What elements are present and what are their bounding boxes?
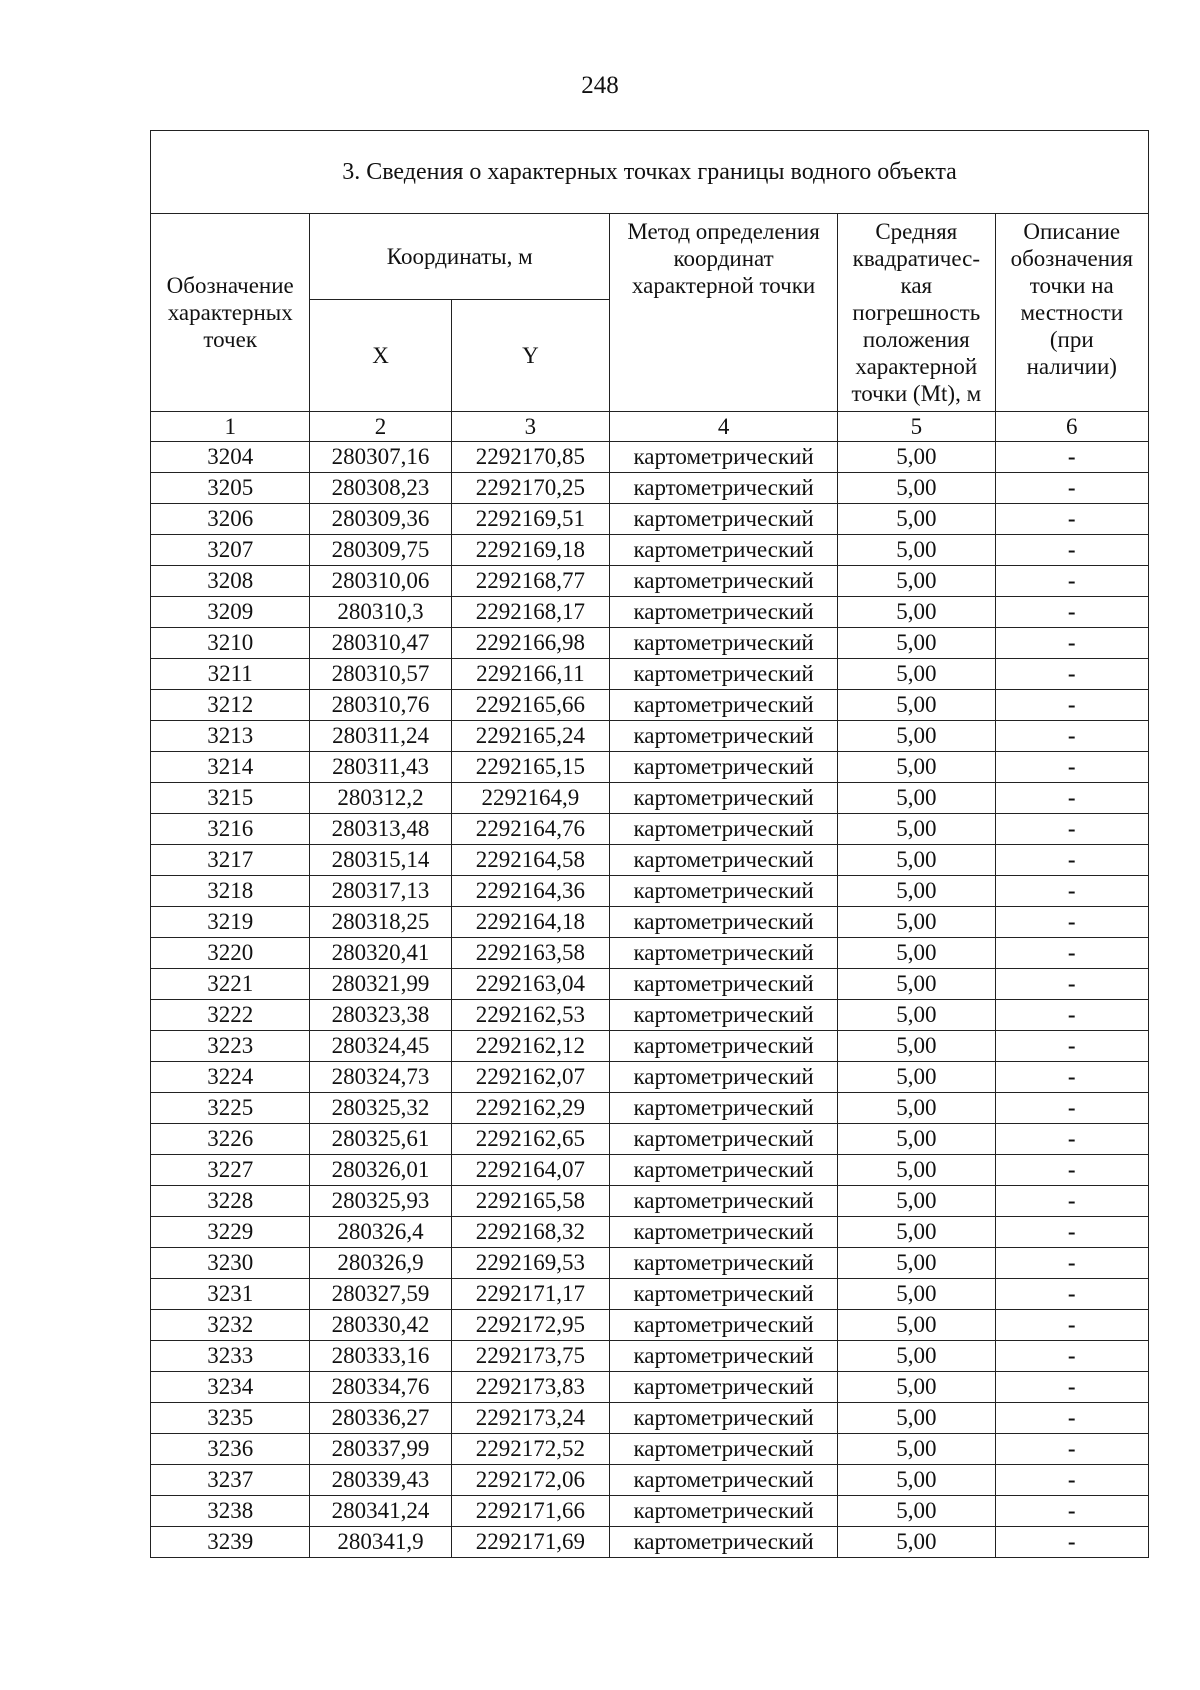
description-cell: -	[995, 1248, 1148, 1279]
error-cell: 5,00	[838, 1093, 995, 1124]
error-cell: 5,00	[838, 721, 995, 752]
y-coordinate-cell: 2292169,18	[451, 535, 609, 566]
header-description-line: (при	[1049, 327, 1094, 352]
error-cell: 5,00	[838, 690, 995, 721]
header-description-line: местности	[1020, 300, 1124, 325]
table-row	[151, 535, 1149, 566]
point-id-cell: 3211	[151, 659, 310, 690]
description-cell: -	[995, 1124, 1148, 1155]
description-cell: -	[995, 1062, 1148, 1093]
method-cell: картометрический	[610, 1496, 838, 1527]
x-coordinate-cell: 280310,3	[310, 597, 451, 628]
error-cell: 5,00	[838, 659, 995, 690]
x-coordinate-cell: 280315,14	[310, 845, 451, 876]
x-coordinate-cell: 280341,9	[310, 1527, 451, 1558]
table-row	[151, 1279, 1149, 1310]
error-cell: 5,00	[838, 1279, 995, 1310]
description-cell: -	[995, 1279, 1148, 1310]
y-coordinate-cell: 2292165,15	[451, 752, 609, 783]
y-coordinate-cell: 2292171,69	[451, 1527, 609, 1558]
method-cell: картометрический	[610, 1155, 838, 1186]
y-coordinate-cell: 2292162,53	[451, 1000, 609, 1031]
description-cell: -	[995, 1496, 1148, 1527]
x-coordinate-cell: 280323,38	[310, 1000, 451, 1031]
method-cell: картометрический	[610, 907, 838, 938]
table-row	[151, 1434, 1149, 1465]
description-cell: -	[995, 721, 1148, 752]
header-x: X	[310, 300, 451, 412]
error-cell: 5,00	[838, 938, 995, 969]
x-coordinate-cell: 280325,93	[310, 1186, 451, 1217]
table-row	[151, 1186, 1149, 1217]
table-body	[151, 442, 1149, 1558]
x-coordinate-cell: 280308,23	[310, 473, 451, 504]
error-cell: 5,00	[838, 783, 995, 814]
method-cell: картометрический	[610, 1248, 838, 1279]
method-cell: картометрический	[610, 1279, 838, 1310]
y-coordinate-cell: 2292166,11	[451, 659, 609, 690]
point-id-cell: 3208	[151, 566, 310, 597]
point-id-cell: 3228	[151, 1186, 310, 1217]
y-coordinate-cell: 2292170,25	[451, 473, 609, 504]
point-id-cell: 3232	[151, 1310, 310, 1341]
error-cell: 5,00	[838, 473, 995, 504]
x-coordinate-cell: 280317,13	[310, 876, 451, 907]
description-cell: -	[995, 1403, 1148, 1434]
x-coordinate-cell: 280310,47	[310, 628, 451, 659]
table-row	[151, 1062, 1149, 1093]
error-cell: 5,00	[838, 566, 995, 597]
description-cell: -	[995, 504, 1148, 535]
y-coordinate-cell: 2292170,85	[451, 442, 609, 473]
description-cell: -	[995, 628, 1148, 659]
point-id-cell: 3220	[151, 938, 310, 969]
error-cell: 5,00	[838, 597, 995, 628]
method-cell: картометрический	[610, 814, 838, 845]
error-cell: 5,00	[838, 1124, 995, 1155]
description-cell: -	[995, 535, 1148, 566]
table-row	[151, 690, 1149, 721]
column-number: 1	[151, 412, 310, 442]
x-coordinate-cell: 280310,06	[310, 566, 451, 597]
point-id-cell: 3227	[151, 1155, 310, 1186]
y-coordinate-cell: 2292168,32	[451, 1217, 609, 1248]
table-row	[151, 504, 1149, 535]
x-coordinate-cell: 280324,73	[310, 1062, 451, 1093]
point-id-cell: 3221	[151, 969, 310, 1000]
point-id-cell: 3238	[151, 1496, 310, 1527]
method-cell: картометрический	[610, 1124, 838, 1155]
description-cell: -	[995, 969, 1148, 1000]
description-cell: -	[995, 752, 1148, 783]
method-cell: картометрический	[610, 535, 838, 566]
column-number: 2	[310, 412, 451, 442]
table-row	[151, 907, 1149, 938]
header-point-id: Обозначение характерных точек	[151, 214, 310, 412]
method-cell: картометрический	[610, 1217, 838, 1248]
header-error-line: квадратичес-	[852, 246, 980, 271]
x-coordinate-cell: 280309,75	[310, 535, 451, 566]
point-id-cell: 3213	[151, 721, 310, 752]
description-cell: -	[995, 1372, 1148, 1403]
error-cell: 5,00	[838, 1434, 995, 1465]
point-id-cell: 3212	[151, 690, 310, 721]
x-coordinate-cell: 280321,99	[310, 969, 451, 1000]
y-coordinate-cell: 2292163,04	[451, 969, 609, 1000]
table-row	[151, 628, 1149, 659]
point-id-cell: 3234	[151, 1372, 310, 1403]
table-row	[151, 1372, 1149, 1403]
method-cell: картометрический	[610, 845, 838, 876]
table-row	[151, 597, 1149, 628]
x-coordinate-cell: 280311,24	[310, 721, 451, 752]
x-coordinate-cell: 280307,16	[310, 442, 451, 473]
table-row	[151, 1527, 1149, 1558]
error-cell: 5,00	[838, 1217, 995, 1248]
y-coordinate-cell: 2292173,83	[451, 1372, 609, 1403]
table-row	[151, 814, 1149, 845]
method-cell: картометрический	[610, 690, 838, 721]
description-cell: -	[995, 783, 1148, 814]
x-coordinate-cell: 280341,24	[310, 1496, 451, 1527]
table-row	[151, 1403, 1149, 1434]
description-cell: -	[995, 566, 1148, 597]
error-cell: 5,00	[838, 628, 995, 659]
description-cell: -	[995, 1527, 1148, 1558]
description-cell: -	[995, 1186, 1148, 1217]
x-coordinate-cell: 280309,36	[310, 504, 451, 535]
table-row	[151, 1465, 1149, 1496]
error-cell: 5,00	[838, 876, 995, 907]
point-id-cell: 3225	[151, 1093, 310, 1124]
point-id-cell: 3223	[151, 1031, 310, 1062]
error-cell: 5,00	[838, 1310, 995, 1341]
point-id-cell: 3219	[151, 907, 310, 938]
error-cell: 5,00	[838, 1248, 995, 1279]
description-cell: -	[995, 1155, 1148, 1186]
error-cell: 5,00	[838, 1031, 995, 1062]
boundary-points-table-container	[150, 130, 1149, 1558]
y-coordinate-cell: 2292162,65	[451, 1124, 609, 1155]
y-coordinate-cell: 2292164,07	[451, 1155, 609, 1186]
description-cell: -	[995, 938, 1148, 969]
description-cell: -	[995, 473, 1148, 504]
y-coordinate-cell: 2292169,53	[451, 1248, 609, 1279]
x-coordinate-cell: 280333,16	[310, 1341, 451, 1372]
y-coordinate-cell: 2292164,76	[451, 814, 609, 845]
method-cell: картометрический	[610, 1186, 838, 1217]
y-coordinate-cell: 2292173,24	[451, 1403, 609, 1434]
point-id-cell: 3215	[151, 783, 310, 814]
y-coordinate-cell: 2292172,06	[451, 1465, 609, 1496]
header-error-line: кая	[900, 273, 933, 298]
error-cell: 5,00	[838, 1062, 995, 1093]
error-cell: 5,00	[838, 907, 995, 938]
x-coordinate-cell: 280334,76	[310, 1372, 451, 1403]
column-number: 3	[451, 412, 609, 442]
y-coordinate-cell: 2292168,17	[451, 597, 609, 628]
header-error-line: погрешность	[852, 300, 981, 325]
table-row	[151, 1310, 1149, 1341]
method-cell: картометрический	[610, 504, 838, 535]
y-coordinate-cell: 2292169,51	[451, 504, 609, 535]
x-coordinate-cell: 280325,61	[310, 1124, 451, 1155]
description-cell: -	[995, 907, 1148, 938]
method-cell: картометрический	[610, 969, 838, 1000]
table-title: 3. Сведения о характерных точках границы водного объекта	[151, 131, 1149, 214]
point-id-cell: 3239	[151, 1527, 310, 1558]
header-error-line: характерной	[855, 354, 978, 379]
table-row	[151, 721, 1149, 752]
header-method: Метод определения координат характерной точки	[610, 214, 838, 412]
description-cell: -	[995, 1000, 1148, 1031]
y-coordinate-cell: 2292162,29	[451, 1093, 609, 1124]
y-coordinate-cell: 2292168,77	[451, 566, 609, 597]
x-coordinate-cell: 280327,59	[310, 1279, 451, 1310]
x-coordinate-cell: 280312,2	[310, 783, 451, 814]
table-row	[151, 473, 1149, 504]
x-coordinate-cell: 280318,25	[310, 907, 451, 938]
description-cell: -	[995, 1093, 1148, 1124]
method-cell: картометрический	[610, 876, 838, 907]
y-coordinate-cell: 2292165,24	[451, 721, 609, 752]
method-cell: картометрический	[610, 938, 838, 969]
description-cell: -	[995, 814, 1148, 845]
method-cell: картометрический	[610, 1031, 838, 1062]
error-cell: 5,00	[838, 1403, 995, 1434]
table-row	[151, 1217, 1149, 1248]
table-row	[151, 1155, 1149, 1186]
x-coordinate-cell: 280337,99	[310, 1434, 451, 1465]
header-error	[838, 214, 995, 412]
x-coordinate-cell: 280324,45	[310, 1031, 451, 1062]
table-row	[151, 659, 1149, 690]
method-cell: картометрический	[610, 752, 838, 783]
y-coordinate-cell: 2292171,66	[451, 1496, 609, 1527]
description-cell: -	[995, 690, 1148, 721]
description-cell: -	[995, 659, 1148, 690]
description-cell: -	[995, 597, 1148, 628]
point-id-cell: 3233	[151, 1341, 310, 1372]
method-cell: картометрический	[610, 566, 838, 597]
error-cell: 5,00	[838, 535, 995, 566]
method-cell: картометрический	[610, 442, 838, 473]
table-row	[151, 969, 1149, 1000]
error-cell: 5,00	[838, 1341, 995, 1372]
method-cell: картометрический	[610, 721, 838, 752]
table-row	[151, 752, 1149, 783]
point-id-cell: 3226	[151, 1124, 310, 1155]
point-id-cell: 3206	[151, 504, 310, 535]
point-id-cell: 3204	[151, 442, 310, 473]
table-row	[151, 1496, 1149, 1527]
y-coordinate-cell: 2292172,52	[451, 1434, 609, 1465]
error-cell: 5,00	[838, 1000, 995, 1031]
method-cell: картометрический	[610, 1310, 838, 1341]
description-cell: -	[995, 1465, 1148, 1496]
column-number: 4	[610, 412, 838, 442]
y-coordinate-cell: 2292171,17	[451, 1279, 609, 1310]
x-coordinate-cell: 280330,42	[310, 1310, 451, 1341]
header-description-line: наличии)	[1026, 354, 1117, 379]
table-row	[151, 938, 1149, 969]
table-row	[151, 783, 1149, 814]
error-cell: 5,00	[838, 969, 995, 1000]
point-id-cell: 3210	[151, 628, 310, 659]
error-cell: 5,00	[838, 752, 995, 783]
table-row	[151, 845, 1149, 876]
description-cell: -	[995, 1434, 1148, 1465]
method-cell: картометрический	[610, 1403, 838, 1434]
method-cell: картометрический	[610, 1372, 838, 1403]
error-cell: 5,00	[838, 1496, 995, 1527]
point-id-cell: 3237	[151, 1465, 310, 1496]
table-row	[151, 1031, 1149, 1062]
error-cell: 5,00	[838, 442, 995, 473]
method-cell: картометрический	[610, 1434, 838, 1465]
y-coordinate-cell: 2292172,95	[451, 1310, 609, 1341]
header-description-line: обозначения	[1010, 246, 1133, 271]
point-id-cell: 3209	[151, 597, 310, 628]
method-cell: картометрический	[610, 1527, 838, 1558]
y-coordinate-cell: 2292164,36	[451, 876, 609, 907]
point-id-cell: 3216	[151, 814, 310, 845]
x-coordinate-cell: 280310,57	[310, 659, 451, 690]
x-coordinate-cell: 280320,41	[310, 938, 451, 969]
header-error-line: точки (Mt), м	[851, 381, 982, 406]
description-cell: -	[995, 442, 1148, 473]
y-coordinate-cell: 2292162,07	[451, 1062, 609, 1093]
y-coordinate-cell: 2292164,18	[451, 907, 609, 938]
header-description-line: Описание	[1023, 219, 1121, 244]
error-cell: 5,00	[838, 1527, 995, 1558]
method-cell: картометрический	[610, 473, 838, 504]
description-cell: -	[995, 1341, 1148, 1372]
method-cell: картометрический	[610, 1093, 838, 1124]
error-cell: 5,00	[838, 1372, 995, 1403]
method-cell: картометрический	[610, 597, 838, 628]
method-cell: картометрический	[610, 1465, 838, 1496]
point-id-cell: 3231	[151, 1279, 310, 1310]
table-row	[151, 1341, 1149, 1372]
point-id-cell: 3207	[151, 535, 310, 566]
table-row	[151, 442, 1149, 473]
table-row	[151, 1093, 1149, 1124]
y-coordinate-cell: 2292164,58	[451, 845, 609, 876]
y-coordinate-cell: 2292165,66	[451, 690, 609, 721]
point-id-cell: 3218	[151, 876, 310, 907]
table-row	[151, 1248, 1149, 1279]
x-coordinate-cell: 280313,48	[310, 814, 451, 845]
point-id-cell: 3229	[151, 1217, 310, 1248]
point-id-cell: 3235	[151, 1403, 310, 1434]
description-cell: -	[995, 845, 1148, 876]
header-coordinates: Координаты, м	[310, 214, 610, 300]
x-coordinate-cell: 280336,27	[310, 1403, 451, 1434]
column-number: 5	[838, 412, 995, 442]
point-id-cell: 3217	[151, 845, 310, 876]
page-number: 248	[581, 72, 619, 99]
method-cell: картометрический	[610, 783, 838, 814]
y-coordinate-cell: 2292162,12	[451, 1031, 609, 1062]
error-cell: 5,00	[838, 1465, 995, 1496]
header-description	[995, 214, 1148, 412]
error-cell: 5,00	[838, 845, 995, 876]
boundary-points-table	[150, 130, 1149, 1558]
y-coordinate-cell: 2292165,58	[451, 1186, 609, 1217]
method-cell: картометрический	[610, 1341, 838, 1372]
table-row	[151, 1000, 1149, 1031]
column-number: 6	[995, 412, 1148, 442]
x-coordinate-cell: 280339,43	[310, 1465, 451, 1496]
y-coordinate-cell: 2292173,75	[451, 1341, 609, 1372]
point-id-cell: 3230	[151, 1248, 310, 1279]
point-id-cell: 3214	[151, 752, 310, 783]
description-cell: -	[995, 1031, 1148, 1062]
error-cell: 5,00	[838, 504, 995, 535]
table-row	[151, 1124, 1149, 1155]
x-coordinate-cell: 280326,01	[310, 1155, 451, 1186]
method-cell: картометрический	[610, 1062, 838, 1093]
y-coordinate-cell: 2292166,98	[451, 628, 609, 659]
x-coordinate-cell: 280311,43	[310, 752, 451, 783]
x-coordinate-cell: 280326,9	[310, 1248, 451, 1279]
point-id-cell: 3222	[151, 1000, 310, 1031]
point-id-cell: 3205	[151, 473, 310, 504]
error-cell: 5,00	[838, 1155, 995, 1186]
x-coordinate-cell: 280310,76	[310, 690, 451, 721]
header-error-line: положения	[862, 327, 970, 352]
description-cell: -	[995, 876, 1148, 907]
table-row	[151, 566, 1149, 597]
method-cell: картометрический	[610, 659, 838, 690]
point-id-cell: 3224	[151, 1062, 310, 1093]
point-id-cell: 3236	[151, 1434, 310, 1465]
x-coordinate-cell: 280326,4	[310, 1217, 451, 1248]
header-y: Y	[451, 300, 609, 412]
header-description-line: точки на	[1029, 273, 1114, 298]
description-cell: -	[995, 1310, 1148, 1341]
error-cell: 5,00	[838, 814, 995, 845]
header-error-line: Средняя	[875, 219, 958, 244]
table-row	[151, 876, 1149, 907]
description-cell: -	[995, 1217, 1148, 1248]
error-cell: 5,00	[838, 1186, 995, 1217]
y-coordinate-cell: 2292163,58	[451, 938, 609, 969]
x-coordinate-cell: 280325,32	[310, 1093, 451, 1124]
method-cell: картометрический	[610, 1000, 838, 1031]
method-cell: картометрический	[610, 628, 838, 659]
y-coordinate-cell: 2292164,9	[451, 783, 609, 814]
